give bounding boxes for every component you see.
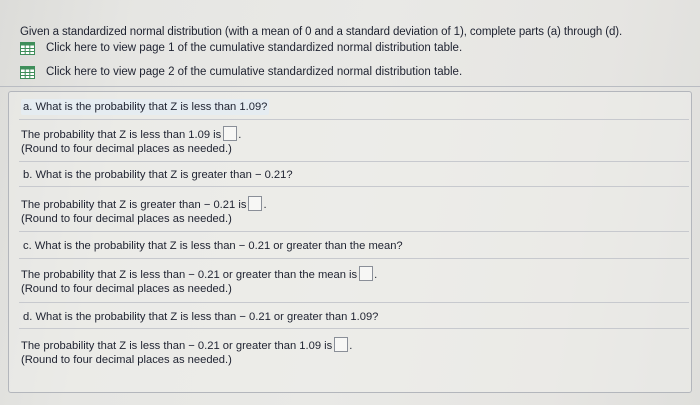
question-separator xyxy=(19,328,689,329)
rounding-hint-c: (Round to four decimal places as needed.) xyxy=(21,283,232,295)
question-separator xyxy=(19,258,689,259)
answer-d xyxy=(21,337,352,367)
answer-period: . xyxy=(263,199,267,211)
rounding-hint-a: (Round to four decimal places as needed.) xyxy=(21,143,232,155)
question-separator xyxy=(19,302,689,303)
answer-a-input[interactable] xyxy=(223,126,237,141)
question-b: b. What is the probability that Z is greater than − 0.21? xyxy=(23,169,293,181)
answer-d-text: The probability that Z is less than − 0.21 or greater than 1.09 is xyxy=(21,340,333,352)
section-divider xyxy=(0,86,700,87)
rounding-hint-d: (Round to four decimal places as needed.) xyxy=(21,354,232,366)
answer-b-input[interactable] xyxy=(248,196,262,211)
question-separator xyxy=(19,161,689,162)
question-separator xyxy=(19,119,689,120)
question-separator xyxy=(19,231,689,232)
answer-c-text: The probability that Z is less than − 0.21 or greater than the mean is xyxy=(21,269,358,281)
table-page-1-link[interactable] xyxy=(20,40,462,56)
table-grid-icon xyxy=(20,42,35,55)
answer-period: . xyxy=(238,129,242,141)
answer-b xyxy=(21,196,267,226)
question-separator xyxy=(19,186,689,187)
rounding-hint-b: (Round to four decimal places as needed.) xyxy=(21,213,232,225)
answer-period: . xyxy=(349,340,353,352)
answer-d-input[interactable] xyxy=(334,337,348,352)
table-page-2-label[interactable]: Click here to view page 2 of the cumulative standardized normal distribution table. xyxy=(46,66,463,78)
answer-c xyxy=(21,266,377,296)
problem-intro: Given a standardized normal distribution (with a mean of 0 and a standard deviation of 1), complete parts (a) through (d). xyxy=(20,26,623,38)
question-c: c. What is the probability that Z is less than − 0.21 or greater than the mean? xyxy=(23,240,403,252)
question-a: a. What is the probability that Z is less than 1.09? xyxy=(23,101,268,113)
answer-c-input[interactable] xyxy=(359,266,373,281)
table-page-2-link[interactable] xyxy=(20,64,462,80)
table-grid-icon xyxy=(20,66,35,79)
answer-period: . xyxy=(374,269,378,281)
answer-b-text: The probability that Z is greater than − 0.21 is xyxy=(21,199,247,211)
answer-a xyxy=(21,126,241,156)
question-panel xyxy=(8,91,692,393)
table-page-1-label[interactable]: Click here to view page 1 of the cumulative standardized normal distribution table. xyxy=(46,42,463,54)
question-d: d. What is the probability that Z is less than − 0.21 or greater than 1.09? xyxy=(23,311,379,323)
answer-a-text: The probability that Z is less than 1.09 is xyxy=(21,129,222,141)
